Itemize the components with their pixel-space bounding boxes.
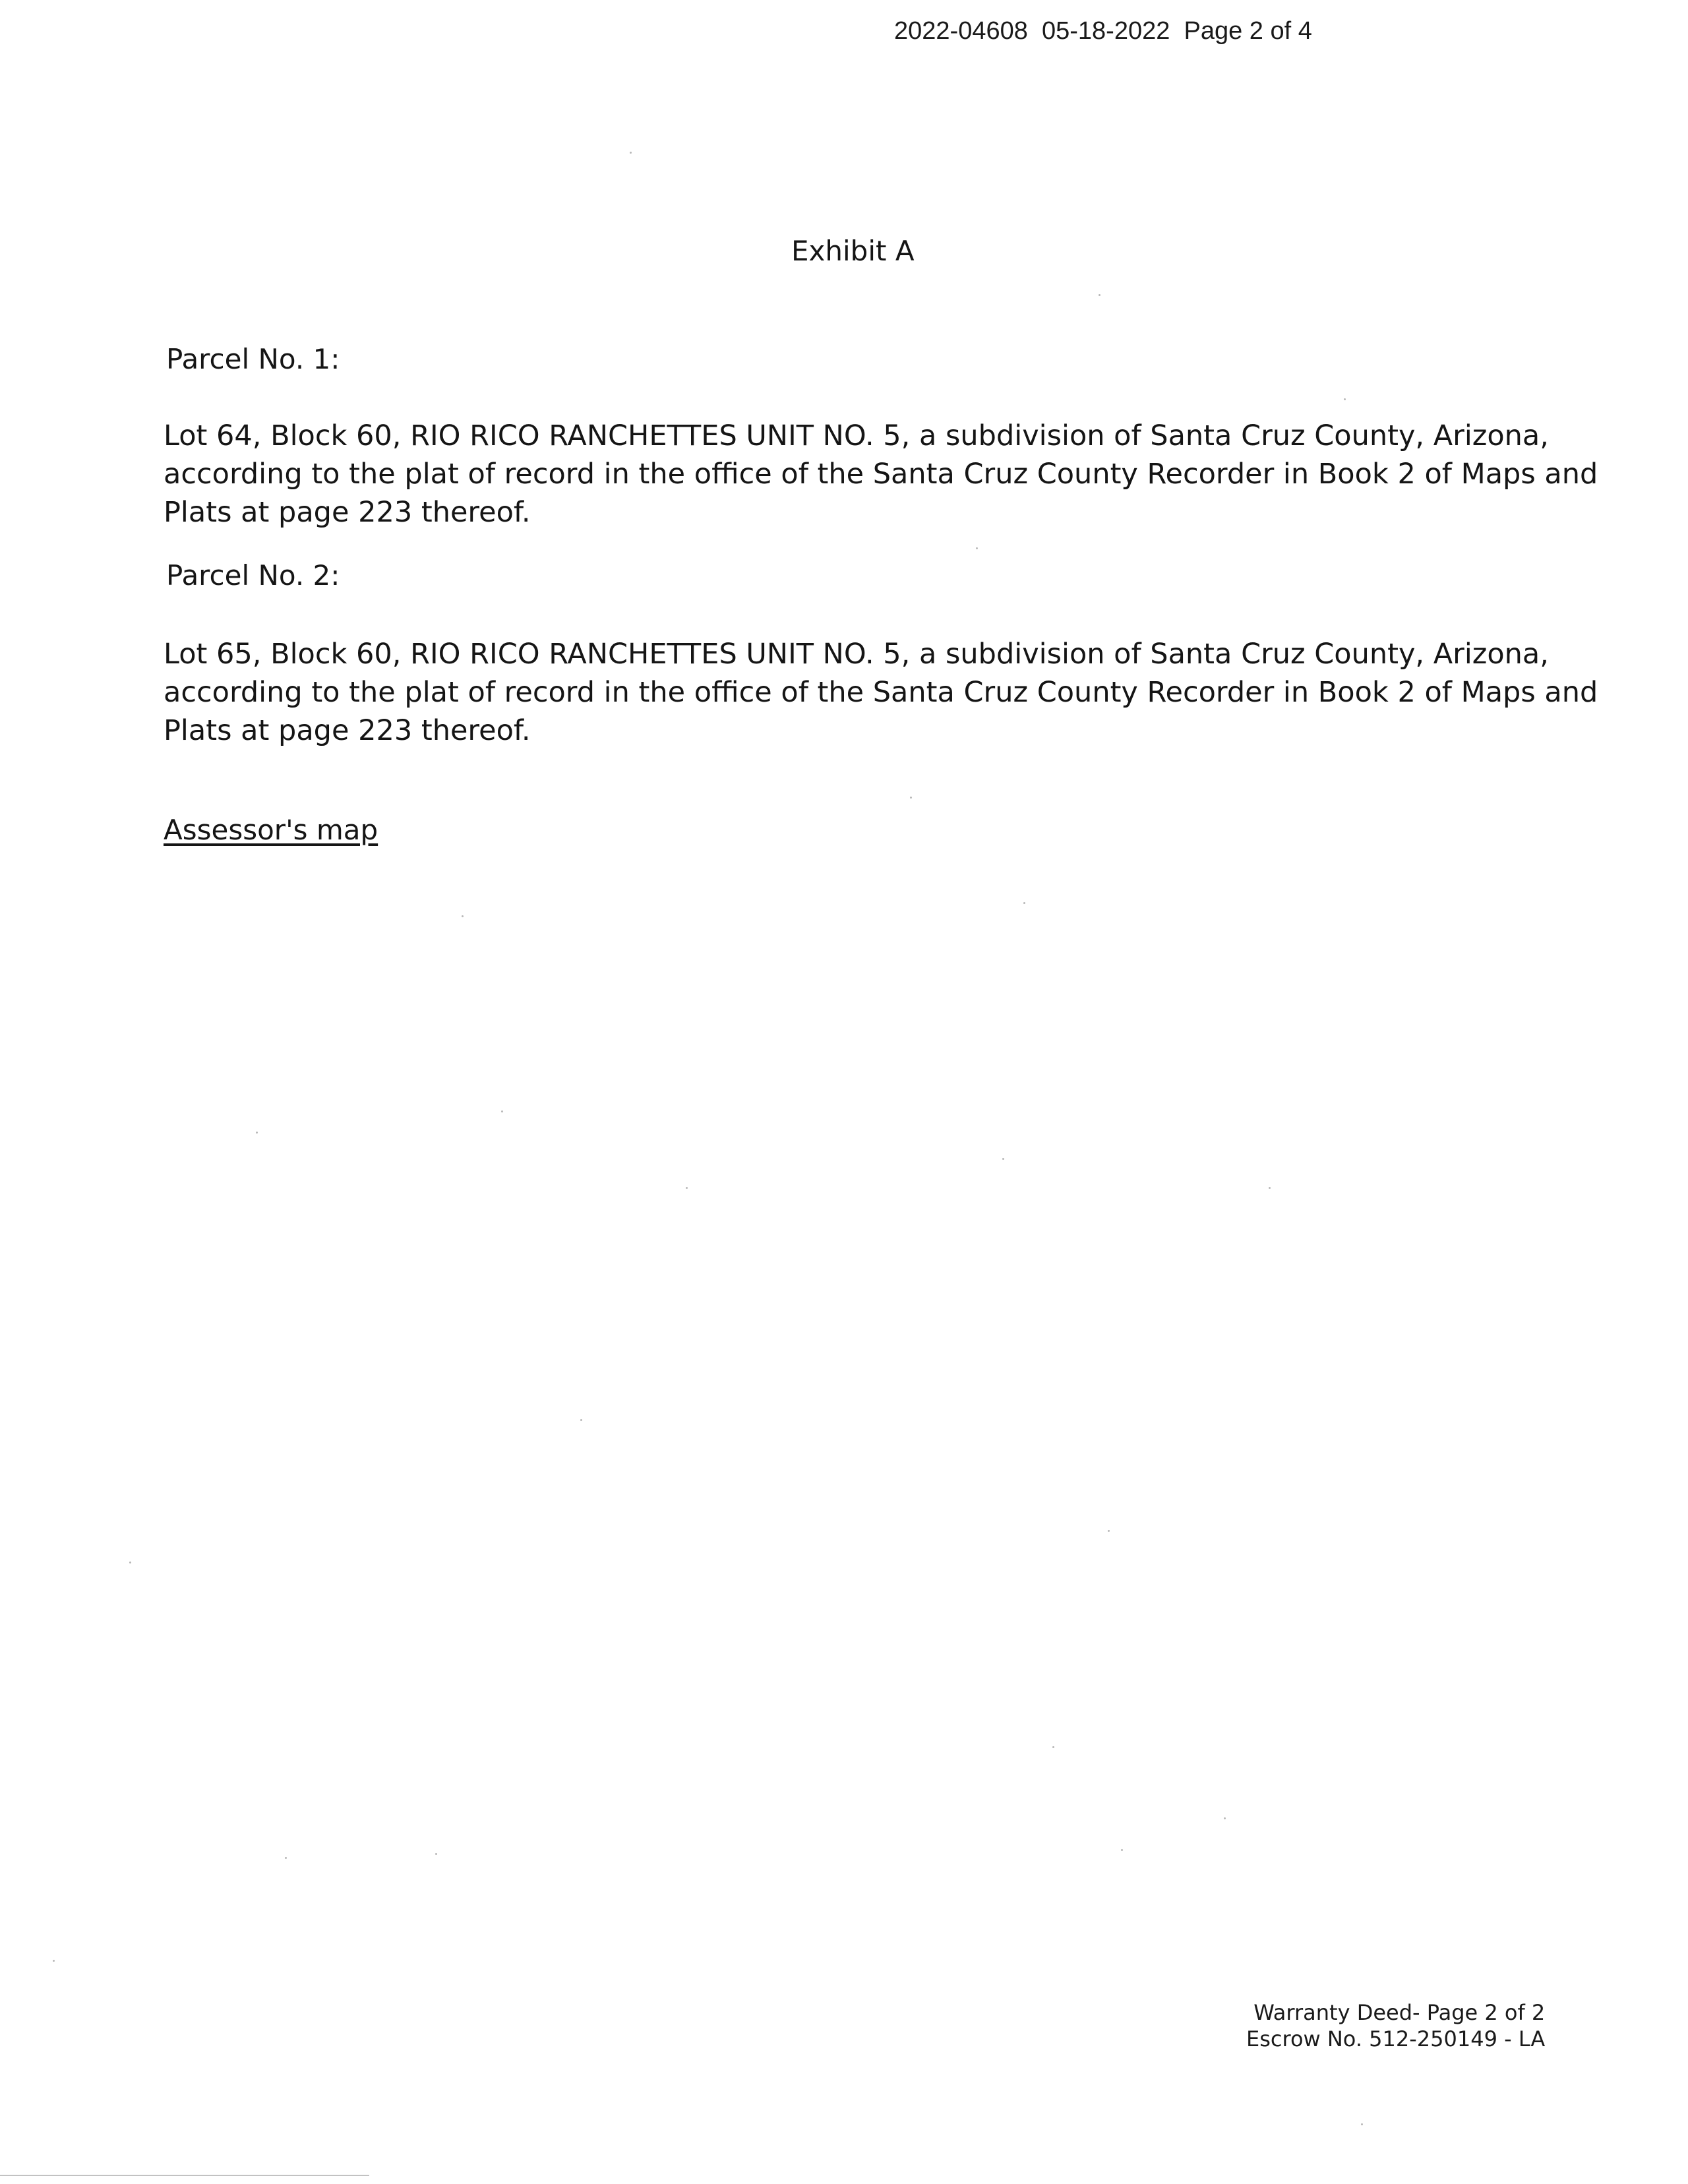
scan-speck xyxy=(256,1132,258,1134)
recording-stamp: 2022-04608 05-18-2022 Page 2 of 4 xyxy=(894,17,1312,45)
parcel-2-description xyxy=(164,635,1598,750)
scan-speck xyxy=(285,1857,287,1859)
scan-speck xyxy=(501,1110,503,1112)
assessors-map-link[interactable]: Assessor's map xyxy=(164,814,378,846)
scan-speck xyxy=(1121,1849,1123,1851)
scan-speck xyxy=(1099,294,1100,296)
scan-speck xyxy=(53,1960,55,1962)
parcel-1-line-1: Lot 64, Block 60, RIO RICO RANCHETTES UNIT NO. 5, a subdivision of Santa Cruz County, Arizona, xyxy=(164,419,1549,452)
scan-speck xyxy=(1002,1158,1004,1160)
scan-speck xyxy=(1108,1530,1110,1532)
scan-speck xyxy=(976,547,978,549)
exhibit-title: Exhibit A xyxy=(791,235,915,267)
scan-speck xyxy=(1052,1746,1054,1748)
parcel-2-label: Parcel No. 2: xyxy=(166,559,340,592)
parcel-2-line-1: Lot 65, Block 60, RIO RICO RANCHETTES UNIT NO. 5, a subdivision of Santa Cruz County, Arizona, xyxy=(164,638,1549,671)
scan-speck xyxy=(630,152,632,154)
scan-speck xyxy=(910,797,912,799)
scan-speck xyxy=(1224,1817,1226,1819)
scan-speck xyxy=(435,1853,437,1855)
scan-edge-line xyxy=(0,2175,369,2176)
parcel-2-line-3: Plats at page 223 thereof. xyxy=(164,714,531,747)
parcel-1-line-3: Plats at page 223 thereof. xyxy=(164,496,531,529)
scan-speck xyxy=(129,1562,131,1563)
parcel-1-description xyxy=(164,417,1598,531)
footer-escrow-number: Escrow No. 512-250149 - LA xyxy=(1246,2026,1546,2051)
parcel-2-line-2: according to the plat of record in the office of the Santa Cruz County Recorder in Book 2 of Maps and xyxy=(164,676,1598,709)
scan-speck xyxy=(686,1187,688,1189)
scan-speck xyxy=(1361,2123,1363,2125)
scan-speck xyxy=(1269,1187,1271,1189)
scan-speck xyxy=(580,1419,582,1421)
scan-speck xyxy=(1344,398,1346,400)
scan-speck xyxy=(462,915,464,917)
page-footer xyxy=(1246,1999,1545,2052)
parcel-1-line-2: according to the plat of record in the office of the Santa Cruz County Recorder in Book 2 of Maps and xyxy=(164,458,1598,491)
scan-speck xyxy=(1023,902,1025,904)
footer-deed-page: Warranty Deed- Page 2 of 2 xyxy=(1253,2000,1546,2025)
parcel-1-label: Parcel No. 1: xyxy=(166,343,340,375)
